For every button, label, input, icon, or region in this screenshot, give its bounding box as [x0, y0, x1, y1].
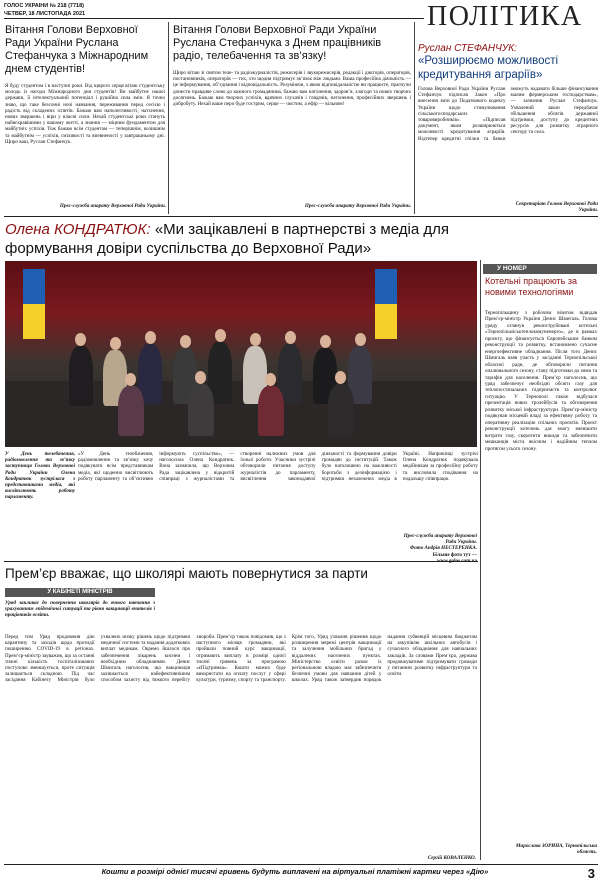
cabinet-lead: Уряд закликає до повернення школярів до очного навчання з урахуванням епідемічної ситуації та рівня вакцинації вчителів і працівників освіти.	[5, 600, 155, 619]
art1-body: Я буду студентом і в наступні роки. Від щирого серця вітаю студентську молодь із нагоди Міжнародного дня студентів! Ви майбутнє нашої держави, її інтелектуальний потенціал і рушійна сила змін. Я точно знаю, що таке безсонні ночі навчання, переживання перед сесією і радість від складених іспитів. Бажаю вам наполегливості, натхнення, нових звершень і віри у власні сили. Нехай студентські роки стануть найяскравішими у вашому житті, а знання — міцним фундаментом для майбутніх успіхів. Тож бажаю всім студентам — теперішнім, колишнім та майбутнім — успіхів, сміливості та впевненості у завтрашньому дні. Щиро ваш, Руслан Стефанчук.	[5, 83, 165, 145]
sidebar-author: Мирослава ЗОРИНА, Тернопільська область.	[515, 843, 597, 856]
paper-issue: ГОЛОС УКРАЇНИ № 218 (7718)	[4, 3, 84, 9]
photo-source: Більше фото тут —	[432, 552, 477, 558]
art2-credit: Прес-служба апарату Верховної Ради України.	[304, 203, 411, 209]
art3-author: Руслан СТЕФАНЧУК:	[418, 43, 517, 54]
sidebar-body: Тернопільщину з робочим візитом відвідав Прем’єр-міністр України Денис Шмигаль. Голова уряду оглянув реконструйовані котельні «Тернопільміськтеплокомуненерго», де в рамках проєкту, що фінансується Європейським банком реконструкції та розвитку, встановлено сучасне енергоефективне обладнання. Після того Денис Шмигаль взяв участь у засіданні Тернопільської обласної ради, де обговорили питання опалювального сезону, стану підготовки до зими та тарифів для населення. Прем’єр наголосив, що уряд забезпечує необхідні обсяги газу для теплопостачальних підприємств та контролює ситуацію. У Тернополі також відбулася презентація нових тролейбусів та обговорення розвитку міської інфраструктури. Прем’єр-міністр подякував місцевій владі за ефективну роботу та оперативну реалізацію спільних проєктів. Проєкт реконструкції котелень дає змогу зменшити витрати газу, скоротити викиди та забезпечити мешканців міста якісним і надійним теплом протягом усього сезону.	[485, 310, 597, 452]
photo-credit: Фото Андрія НЕСТЕРЕНКА.	[409, 545, 477, 551]
art3-body: Голова Верховної Ради України Руслан Стефанчук підписав Закон «Про внесення змін до Податкового кодексу України щодо стимулювання сільськогосподарських товаровиробників». «Підписав документ, яким розширюються можливості кредитування аграріїв. Відтепер кредитні спілки та банки зможуть надавати більше фінансування малим фермерським господарствам», — зазначив Руслан Стефанчук. Ухвалений закон передбачає збільшення обсягів державної підтримки, доступу до кредитних ресурсів для розвитку аграрного сектору та села.	[418, 86, 598, 142]
cabinet-credit: Сергій КОВАЛЕНКО.	[427, 855, 476, 861]
headline1-author: Олена КОНДРАТЮК:	[5, 221, 151, 238]
headline1-title: «Ми зацікавлені в партнерстві з медіа для формування довіри суспільства до Верховної Ради»	[5, 221, 449, 257]
photo-caption: У День телебачення, радіомовлення та зв’язку заступниця Голови Верховної Ради України Олена Кондратюк зустрілася з представниками медіа, які висвітлюють роботу парламенту.	[5, 451, 75, 501]
art2-title: Вітання Голови Верховної Ради України Руслана Стефанчука з Днем працівників радіо, телебачення та зв’язку!	[173, 24, 382, 62]
headline1	[5, 220, 475, 258]
art3-credit: Секретаріат Голови Верховної Ради України.	[515, 201, 598, 214]
art4-credit: Прес-служба апарату Верховної Ради України.	[403, 533, 477, 546]
art1-credit: Прес-служба апарату Верховної Ради України.	[59, 203, 166, 209]
art1-title: Вітання Голови Верховної Ради України Руслана Стефанчука з Міжнародним днем студентів!	[5, 24, 149, 75]
meeting-photo	[5, 261, 477, 447]
headline2: Прем’єр вважає, що школярі мають повернутися за парти	[5, 566, 368, 581]
sidebar-title: Котельні працюють за новими технологіями	[485, 276, 577, 297]
sidebar-label: У НОМЕР	[483, 264, 597, 274]
art2-body: Щиро вітаю зі святом теле- та радіожурналістів, режисерів і звукорежисерів, редакції і дикторів, операторів, постановників, операторів — тих, хто щодня підтримує зв’язок між людьми. Ваша професійна діяльність — це інформування, об’єднання і відповідальність. Розуміючи, з якою відповідальністю ви працюєте, прагнучи донести правдиве слово до кожного громадянина, бажаю вам натхнення, здоров’я, злагоди та нових творчих досягнень. Бажаю вам творчих успіхів, вдячних слухачів і глядачів, натхнення, професійних звершень і добробуту. Нехай ваше перо буде гострим, серце — чистим, а ефір — вільним!	[173, 70, 411, 108]
art3-title: «Розширюємо можливості кредитування аграріїв»	[418, 55, 559, 81]
page-number: 3	[587, 866, 595, 881]
cabinet-body: Перед тим Уряд продовжив дію карантину та заходів щодо протидії поширенню COVID-19 в регіонах. Прем’єр-міністр зауважив, що за останні тижні кількість госпіталізованих поступово зменшується, проте ситуація залишається складною. Під час засідання Кабінету Міністрів було ухвалено низку рішень щодо підтримки медичної системи та надання додаткових виплат медикам. Окремо йшлося про забезпечення лікарень киснем і необхідним обладнанням. Денис Шмигаль наголосив, що вакцинація залишається найефективнішим способом захисту від тяжкого перебігу хвороби. Прем’єр також повідомив, що з наступного місяця громадяни, які пройшли повний курс вакцинації, отримають виплату в розмірі однієї тисячі гривень за програмою «єПідтримка». Кошти можна буде використати на оплату послуг у сфері культури, туризму, спорту та транспорту. Крім того, Уряд ухвалив рішення щодо розширення мережі центрів вакцинації та залучення мобільних бригад у віддалених населених пунктах. Міністерство освіти разом із регіональною владою має забезпечити безпечні умови для навчання дітей у школах. Уряд також затвердив порядок надання субвенцій місцевим бюджетам на закупівлю шкільних автобусів і сучасного обладнання для навчальних закладів. За словами Прем’єра, держава продовжуватиме підтримувати громади у питаннях розвитку інфраструктури та освіти.	[5, 634, 477, 684]
cabinet-label: У КАБІНЕТІ МІНІСТРІВ	[5, 588, 155, 597]
art4-body: «У День телебачення, радіомовлення та зв’язку хочу подякувати всім представникам медіа, які щоденно висвітлюють роботу парламенту та об’єктивно інформують суспільство», — наголосила Олена Кондратюк. Вона зазначила, що Верховна Рада зацікавлена у відкритій співпраці з журналістами та створенні належних умов для їхньої роботи. Учасники зустрічі обговорили питання доступу журналістів до парламенту, висвітлення законодавчої діяльності та формування довіри громадян до інституцій. Також було наголошено на важливості боротьби з дезінформацією і підтримки незалежних медіа в Україні. Наприкінці зустрічі Олена Кондратюк подякувала медійникам за професійну роботу та висловила сподівання на подальшу співпрацю.	[78, 451, 478, 482]
issue-date: ЧЕТВЕР, 18 ЛИСТОПАДА 2021	[4, 11, 86, 17]
footer-note: Кошти в розмірі однієї тисячі гривень будуть виплачені на віртуальні платіжні картки через «Дію»	[101, 867, 489, 876]
section-title: ПОЛІТИКА	[427, 2, 583, 32]
